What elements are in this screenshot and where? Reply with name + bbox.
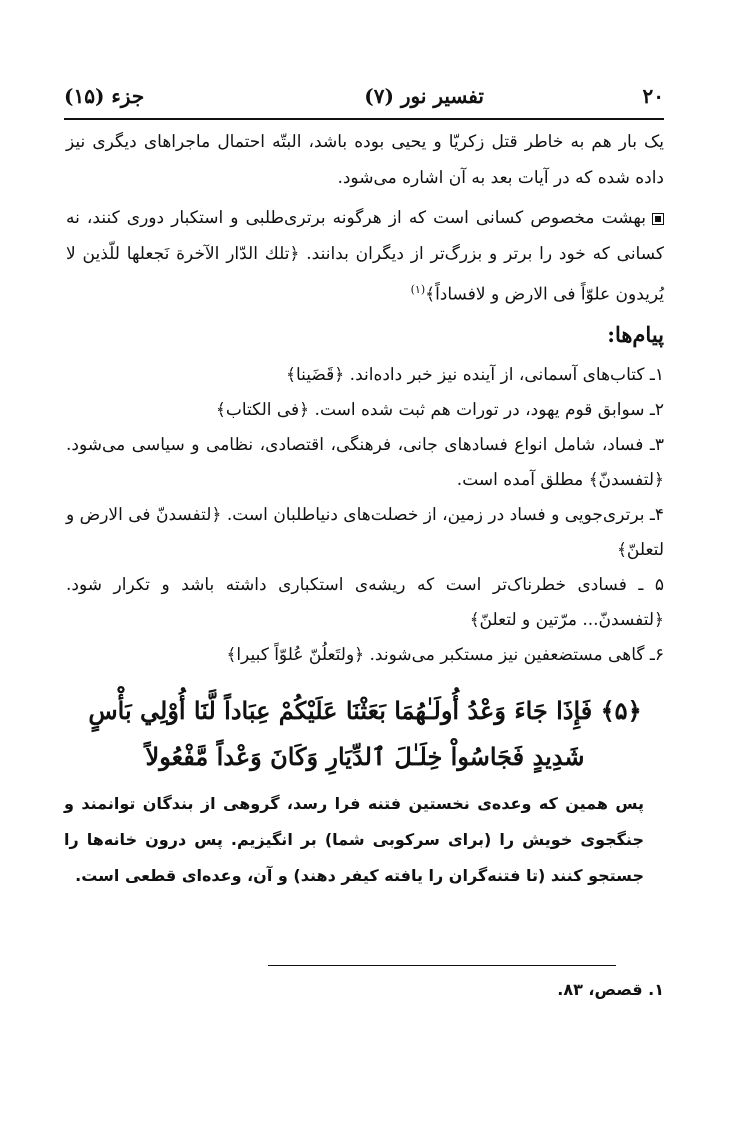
messages-list (66, 358, 664, 673)
verse-translation: پس همین که وعده‌ی نخستین فتنه فرا رسد، گروهی از بندگان توانمند و جنگجوی خویش را (برای سرکوبی شما) بر انگیزیم. پس درون خانه‌ها را جستجو کنند (تا فتنه‌گران را یافته کیفر دهند) و آن، وعده‌ای قطعی است. (64, 794, 644, 885)
message-item: ۴ـ برتری‌جویی و فساد در زمین، از خصلت‌های دنیاطلبان است. ﴿لتفسدنّ فی الارض و لتعلنّ﴾ (66, 505, 664, 560)
footnote-reference: (۱) (410, 283, 426, 296)
message-item: ۲ـ سوابق قوم یهود، در تورات هم ثبت شده است. ﴿فی الکتاب﴾ (215, 400, 664, 420)
message-item: ۳ـ فساد، شامل انواع فسادهای جانی، فرهنگی، اقتصادی، نظامی و سیاسی می‌شود. ﴿لتفسدنّ﴾ مطلق آمده است. (66, 435, 664, 490)
message-item: ۵ ـ فسادی خطرناک‌تر است که ریشه‌ی استکباری داشته باشد و تکرار شود. ﴿لتفسدنّ... مرّتین و لتعلنّ﴾ (66, 575, 664, 630)
section-title: پیام‌ها: (607, 322, 664, 347)
footnote: ۱. قصص، ۸۳. (557, 980, 664, 999)
page-header (64, 80, 664, 116)
square-bullet-icon (652, 213, 664, 225)
message-item: ۶ـ گاهی مستضعفین نیز مستکبر می‌شوند. ﴿ولتَعلُنّ عُلوّاً کبیرا﴾ (226, 645, 664, 665)
header-rule (64, 118, 664, 120)
paragraph-text: بهشت مخصوص کسانی است که از هرگونه برتری‌طلبی و استکبار دوری کنند، نه کسانی که خود را برتر و بزرگ‌تر از دیگران بدانند. ﴿تلك الدّار الآخرة نَجعلها للّذین لا یُریدون علوّاً فی الارض و لافساداً﴾ (66, 208, 664, 305)
part-label: جزء (۱۵) (64, 84, 145, 108)
running-title: تفسیر نور (۷) (364, 84, 484, 108)
bullet-paragraph (66, 200, 664, 313)
paragraph-continuation (66, 124, 664, 196)
quran-verse: ﴿۵﴾ فَإِذَا جَاءَ وَعْدُ أُولَـٰهُمَا بَعَثْنَا عَلَيْكُمْ عِبَاداً لَّنَا أُوْلِي بَأْسٍ شَدِيدٍ فَجَاسُواْ خِلَـٰلَ ٱلدِّيَارِ وَكَانَ وَعْداً مَّفْعُولاً (88, 696, 642, 771)
paragraph-text: یک بار هم به خاطر قتل زکریّا و یحیی بوده باشد، البتّه احتمال ماجراهای دیگری نیز داده شده که در آیات بعد به آن اشاره می‌شود. (66, 132, 664, 188)
page-number: ۲۰ (642, 84, 664, 108)
message-item: ۱ـ کتاب‌های آسمانی، از آینده نیز خبر داده‌اند. ﴿قَضَینا﴾ (286, 365, 664, 385)
footnote-divider (268, 965, 616, 966)
